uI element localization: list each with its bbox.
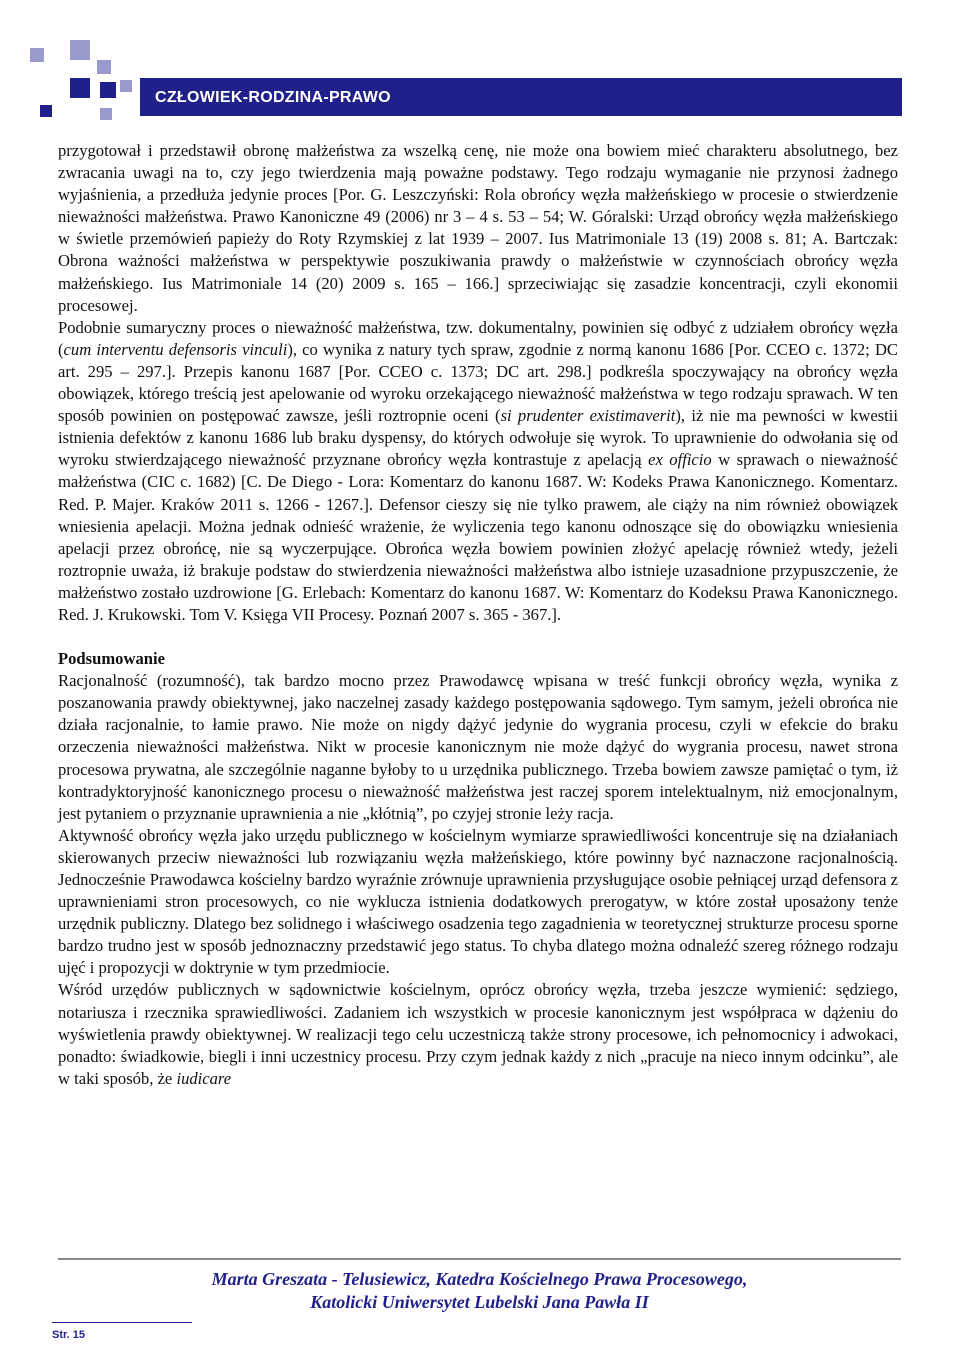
decor-square bbox=[70, 40, 90, 60]
paragraph: Wśród urzędów publicznych w sądownictwie kościelnym, oprócz obrońcy węzła, trzeba jeszcze wymienić: sędziego, notariusza i rzecznika sprawiedliwości. Zadaniem ich wszystkich w procesie kanonicznym jest współpraca w dążeniu do wyświetlenia prawdy obiektywnej. W realizacji tego celu uczestniczą także strony procesowe, ich pełnomocnicy i adwokaci, ponadto: świadkowie, biegli i inni uczestnicy procesu. Przy czym jednak każdy z nich „pracuje na nieco innym odcinku”, ale w taki sposób, że iudicare bbox=[58, 980, 898, 1088]
section-heading: Podsumowanie bbox=[58, 649, 165, 669]
header-decoration bbox=[0, 0, 150, 130]
decor-square bbox=[40, 105, 52, 117]
footer-author bbox=[58, 1268, 901, 1314]
page-number: Str. 15 bbox=[52, 1329, 86, 1341]
paragraph: Podobnie sumaryczny proces o nieważność małżeństwa, tzw. dokumentalny, powinien się odbyć z udziałem obrońcy węzła (cum interventu defensoris vinculi), co wynika z natury tych spraw, zgodnie z normą kanonu 1686 [Por. CCEO c. 1372; DC art. 295 – 297.]. Przepis kanonu 1687 [Por. CCEO c. 1373; DC art. 298.] podkreśla spoczywający na obrońcy węzła obowiązek, którego treścią jest apelowanie od wyroku orzekającego nieważność małżeństwa w tego rodzaju sprawach. W ten sposób powinien on postępować zawsze, jeśli roztropnie oceni (si prudenter existimaverit), iż nie ma pewności w kwestii istnienia defektów z kanonu 1686 lub braku dyspensy, do których odwołuje się wyrok. To uprawnienie do odwołania się od wyroku stwierdzającego nieważność przyznane obrońcy węzła kontrastuje z apelacją ex officio w sprawach o nieważność małżeństwa (CIC c. 1682) [C. De Diego - Lora: Komentarz do kanonu 1687. W: Kodeks Prawa Kanonicznego. Komentarz. Red. P. Majer. Kraków 2011 s. 1266 - 1267.]. Defensor cieszy się nie tylko prawem, ale ciąży na nim również obowiązek wniesienia apelacji. Można jednak odnieść wrażenie, że wyliczenia tego kanonu odnoszące się do obowiązku wniesienia apelacji przez obrońcę, nie są wyczerpujące. Obrońca węzła bowiem powinien złożyć apelację również wtedy, jeżeli roztropnie uważa, iż brakuje podstaw do stwierdzenia nieważności małżeństwa albo istnieje uzasadnione przypuszczenie, że małżeństwo zostało uzdrowione [G. Erlebach: Komentarz do kanonu 1687. W: Komentarz do Kodeksu Prawa Kanonicznego. Red. J. Krukowski. Tom V. Księga VII Procesy. Poznań 2007 s. 365 - 367.]. bbox=[58, 317, 899, 624]
decor-square bbox=[100, 82, 116, 98]
paragraph: Racjonalność (rozumność), tak bardzo mocno przez Prawodawcę wpisana w treść funkcji obrońcy węzła, wynika z poszanowania prawdy obiektywnej, jako naczelnej zasady każdego postępowania sądowego. Tym samym, jeżeli obrońca nie działa racjonalnie, to łamie prawo. Nie może on nigdy dążyć jedynie do wygrania procesu, czyli w efekcie do braku orzeczenia nieważności małżeństwa. Nikt w procesie kanonicznym nie może dążyć do wygrania procesu, nawet strona procesowa prywatna, ale szczególnie naganne byłoby to u urzędnika publicznego. Trzeba bowiem zawsze pamiętać o tym, iż kontradyktoryjność kanonicznego procesu o nieważność małżeństwa jest raczej sporem intelektualnym, niż emocjonalnym, jest pytaniem o przyznanie uprawnienia a nie „kłótnią”, po czyjej stronie leży racja. bbox=[58, 671, 898, 823]
header-title: CZŁOWIEK-RODZINA-PRAWO bbox=[155, 89, 391, 106]
paragraph: Aktywność obrońcy węzła jako urzędu publicznego w kościelnym wymiarze sprawiedliwości koncentruje się na działaniach skierowanych przeciw nieważności lub rozwiązaniu węzła małżeńskiego, które powinny być naznaczone racjonalnością. Jednocześnie Prawodawca kościelny bardzo wyraźnie zrównuje uprawnienia przysługujące osobie pełniącej urząd defensora z uprawnieniami stron procesowych, co nie wyklucza istnienia dodatkowych prerogatyw, w które został uposażony tenże urzędnik publiczny. Dlatego bez solidnego i właściwego osadzenia tego zagadnienia w teoretycznej strukturze procesu sporne bardzo trudno jest w sposób jednoznaczny przedstawić jego status. To chyba dlatego można odnaleźć szereg różnego rodzaju ujęć i propozycji w doktrynie w tym przedmiocie. bbox=[58, 825, 898, 978]
decor-square bbox=[97, 60, 111, 74]
paragraph: przygotował i przedstawił obronę małżeństwa za wszelką cenę, nie może ona bowiem mieć charakteru absolutnego, bez zwracania uwagi na to, czy jego twierdzenia mają poważne podstawy. Tego rodzaju wymaganie nie przynosi żadnego wyjaśnienia, a przedłuża jedynie proces [Por. G. Leszczyński: Rola obrońcy węzła małżeńskiego w procesie o stwierdzenie nieważności małżeństwa. Prawo Kanoniczne 49 (2006) nr 3 – 4 s. 53 – 54; W. Góralski: Urząd obrońcy węzła małżeńskiego w świetle przemówień papieży do Roty Rzymskiej z lat 1939 – 2007. Ius Matrimoniale 13 (19) 2008 s. 81; A. Bartczak: Obrona ważności małżeństwa w perspektywie poszukiwania prawdy o małżeństwie w czynnościach obrońcy węzła małżeńskiego. Ius Matrimoniale 14 (20) 2009 s. 165 – 166.] sprzeciwiając się zasadzie koncentracji, czyli ekonomii procesowej. bbox=[58, 141, 898, 315]
footer-line: Katolicki Uniwersytet Lubelski Jana Pawła II bbox=[310, 1292, 649, 1312]
footer-line: Marta Greszata - Telusiewicz, Katedra Kościelnego Prawa Procesowego, bbox=[211, 1269, 748, 1289]
decor-square bbox=[30, 48, 44, 62]
document-body bbox=[58, 140, 898, 1090]
footer-divider bbox=[58, 1258, 901, 1260]
decor-square bbox=[100, 108, 112, 120]
decor-square bbox=[70, 78, 90, 98]
decor-square bbox=[120, 80, 132, 92]
